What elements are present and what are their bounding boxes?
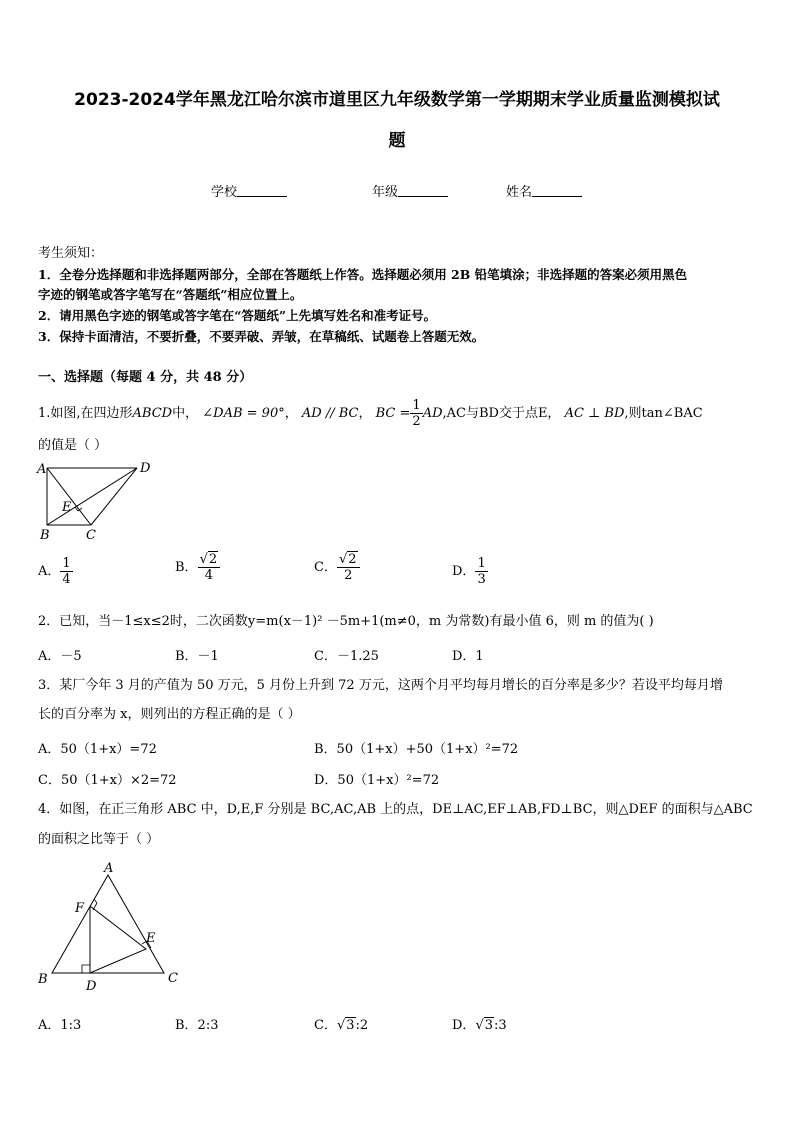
page-title: 2023-2024学年黑龙江哈尔滨市道里区九年级数学第一学期期末学业质量监测模拟试 [74,90,720,110]
q1-label-d: D [140,461,151,476]
q4-option-a[interactable]: A．1:3 [38,1018,82,1033]
q4-option-d[interactable]: D．√3:3 [452,1018,507,1033]
q1-option-d[interactable]: D． $\frac{1}{3}$ [452,556,486,587]
name-blank[interactable] [532,184,582,197]
q1-figure [34,458,164,546]
q1-option-a[interactable]: A． $\frac{1}{4}$ [38,556,71,587]
q1-option-b[interactable]: B． $\frac{√2}{4}$ [175,552,220,583]
grade-blank[interactable] [398,184,448,197]
question-4-stem: 4．如图，在正三角形 ABC 中，D,E,F 分别是 BC,AC,AB 上的点，DE⊥AC,EF⊥AB,FD⊥BC，则△DEF 的面积与△ABC [38,802,753,817]
notice-item-1: 1．全卷分选择题和非选择题两部分，全部在答题纸上作答。选择题必须用 2B 铅笔填涂；非选择题的答案必须用黑色 [38,267,688,282]
q1-label-a: A [37,462,47,477]
page-title-cont: 题 [388,131,406,151]
q1-label-b: B [40,528,50,543]
q3-option-d[interactable]: D．50（1+x）²=72 [314,773,440,788]
fraction-half: $\frac{1}{2}$ [412,398,421,429]
question-3-stem: 3．某厂今年 3 月的产值为 50 万元，5 月份上升到 72 万元，这两个月平均每月增长的百分率是多少？若设平均每月增 [38,678,723,693]
notice-item-1-cont: 字迹的钢笔或答字笔写在“答题纸”相应位置上。 [38,287,303,302]
q4-label-b: B [38,972,48,987]
question-1-stem: 1.如图,在四边形ABCD中， ∠DAB = 90°， AD // BC， BC = $\frac{1}{2}$ AD,AC与BD交于点E， AC ⊥ BD,则tan∠BAC [38,398,703,429]
q4-label-a: A [104,861,114,876]
notice-item-2: 2．请用黑色字迹的钢笔或答字笔在“答题纸”上先填写姓名和准考证号。 [38,308,437,323]
q4-label-c: C [168,971,178,986]
question-4-stem-cont: 的面积之比等于（ ） [38,832,160,847]
q2-option-b[interactable]: B．－1 [175,649,219,664]
q2-option-c[interactable]: C．－1.25 [314,649,379,664]
q2-option-a[interactable]: A．－5 [38,649,82,664]
q4-label-e: E [146,931,156,946]
q4-option-c[interactable]: C．√3:2 [314,1018,369,1033]
notice-heading: 考生须知： [38,246,104,261]
name-field[interactable]: 姓名 [506,181,582,200]
q1-option-c[interactable]: C． $\frac{√2}{2}$ [314,552,360,583]
q1-label-c: C [86,528,96,543]
q3-option-c[interactable]: C．50（1+x）×2=72 [38,773,177,788]
school-field[interactable]: 学校 [211,181,287,200]
notice-item-3: 3．保持卡面清洁，不要折叠，不要弄破、弄皱，在草稿纸、试题卷上答题无效。 [38,329,485,344]
q2-option-d[interactable]: D．1 [452,649,484,664]
q4-option-b[interactable]: B．2:3 [175,1018,219,1033]
section-heading: 一、选择题（每题 4 分，共 48 分） [38,370,253,385]
q4-figure [34,860,184,995]
question-3-stem-cont: 长的百分率为 x，则列出的方程正确的是（ ） [38,707,301,722]
grade-field[interactable]: 年级 [372,181,448,200]
q4-label-d: D [86,979,97,994]
question-2-stem: 2．已知，当－1≤x≤2时，二次函数y=m(x－1)² －5m+1(m≠0，m 为常数)有最小值 6，则 m 的值为( ) [38,614,654,629]
school-blank[interactable] [237,184,287,197]
q3-option-b[interactable]: B．50（1+x）+50（1+x）²=72 [314,742,519,757]
q1-label-e: E [62,500,72,515]
q3-option-a[interactable]: A．50（1+x）=72 [38,742,157,757]
q4-label-f: F [75,901,85,916]
question-1-stem-cont: 的值是（ ） [38,438,108,453]
